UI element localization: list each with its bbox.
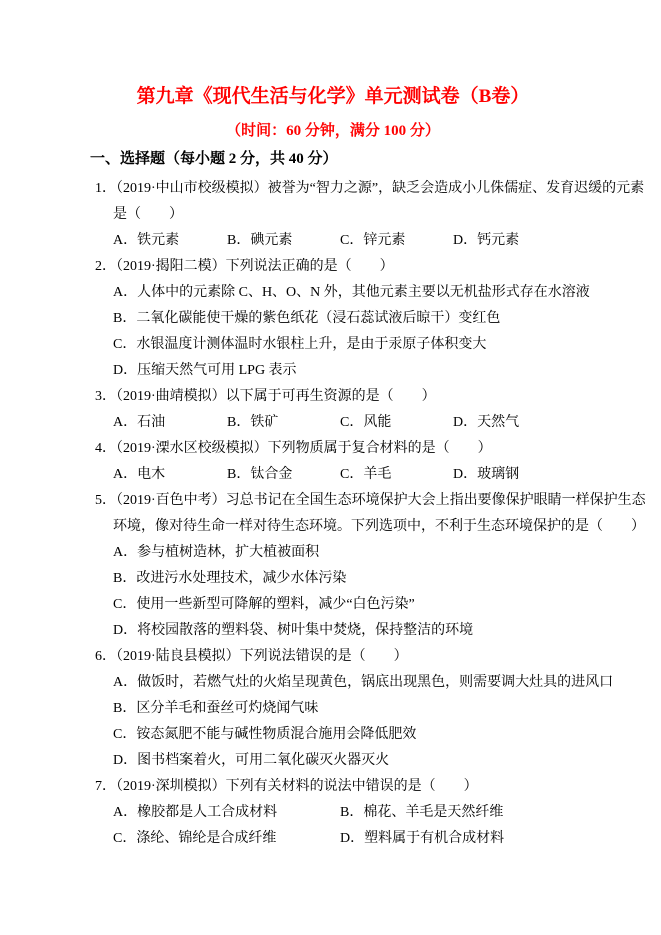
- question-7: [95, 774, 571, 852]
- question-3-stem: 3．（2019·曲靖模拟）以下属于可再生资源的是（ ）: [95, 389, 436, 404]
- question-4: [95, 436, 571, 488]
- question-2-option-b: B．二氧化碳能使干燥的紫色纸花（浸石蕊试液后晾干）变红色: [113, 311, 501, 326]
- question-1-stem-line-2: 是（ ）: [113, 207, 183, 222]
- question-6-option-b: B．区分羊毛和蚕丝可灼烧闻气味: [113, 701, 319, 716]
- question-3-option-c: C．风能: [340, 415, 392, 430]
- question-2-option-d: D．压缩天然气可用 LPG 表示: [113, 363, 297, 378]
- question-6-option-d: D．图书档案着火，可用二氧化碳灭火器灭火: [113, 753, 390, 768]
- question-5-stem-line-1: 5．（2019·百色中考）习总书记在全国生态环境保护大会上指出要像保护眼睛一样保护生态: [95, 493, 646, 508]
- question-7-option-c: C．涤纶、锦纶是合成纤维: [113, 831, 277, 846]
- question-6-option-c: C．铵态氮肥不能与碱性物质混合施用会降低肥效: [113, 727, 417, 742]
- question-7-option-a: A．橡胶都是人工合成材料: [113, 805, 278, 820]
- question-5-stem-line-2: 环境，像对待生命一样对待生态环境。下列选项中，不利于生态环境保护的是（ ）: [113, 519, 645, 534]
- question-5: [95, 488, 646, 644]
- question-1-options: [113, 228, 571, 254]
- question-5-option-a: A．参与植树造林，扩大植被面积: [113, 545, 320, 560]
- question-7-options-row-2: [113, 826, 571, 852]
- question-1-option-b: B．碘元素: [227, 233, 293, 248]
- question-7-option-d: D．塑料属于有机合成材料: [340, 831, 505, 846]
- question-7-option-b: B．棉花、羊毛是天然纤维: [340, 805, 504, 820]
- question-6-stem: 6．（2019·陆良县模拟）下列说法错误的是（ ）: [95, 649, 408, 664]
- question-5-option-d: D．将校园散落的塑料袋、树叶集中焚烧，保持整洁的环境: [113, 623, 474, 638]
- question-2-option-c: C．水银温度计测体温时水银柱上升，是由于汞原子体积变大: [113, 337, 487, 352]
- document-title: 第九章《现代生活与化学》单元测试卷（B卷）: [136, 86, 530, 107]
- question-5-option-b: B．改进污水处理技术，减少水体污染: [113, 571, 347, 586]
- question-4-option-d: D．玻璃钢: [453, 467, 520, 482]
- question-3-option-d: D．天然气: [453, 415, 520, 430]
- question-3: [95, 384, 571, 436]
- question-2: [95, 254, 590, 384]
- question-4-options: [113, 462, 571, 488]
- question-3-option-b: B．铁矿: [227, 415, 279, 430]
- question-4-option-a: A．电木: [113, 467, 166, 482]
- question-2-stem: 2．（2019·揭阳二模）下列说法正确的是（ ）: [95, 259, 394, 274]
- document-subtitle: （时间：60 分钟，满分 100 分）: [226, 123, 440, 139]
- question-6-option-a: A．做饭时，若燃气灶的火焰呈现黄色，锅底出现黑色，则需要调大灶具的进风口: [113, 675, 614, 690]
- question-3-option-a: A．石油: [113, 415, 166, 430]
- question-1-option-a: A．铁元素: [113, 233, 180, 248]
- question-7-options-row-1: [113, 800, 571, 826]
- question-1: [95, 176, 645, 254]
- question-1-stem-line-1: 1．（2019·中山市校级模拟）被誉为“智力之源”，缺乏会造成小儿侏儒症、发育迟缓的元素: [95, 181, 645, 196]
- question-7-stem: 7．（2019·深圳模拟）下列有关材料的说法中错误的是（ ）: [95, 779, 478, 794]
- question-4-stem: 4．（2019·溧水区校级模拟）下列物质属于复合材料的是（ ）: [95, 441, 492, 456]
- question-list: [95, 176, 646, 852]
- question-4-option-c: C．羊毛: [340, 467, 392, 482]
- question-1-option-d: D．钙元素: [453, 233, 520, 248]
- question-1-option-c: C．锌元素: [340, 233, 406, 248]
- question-6: [95, 644, 614, 774]
- section-heading: 一、选择题（每小题 2 分，共 40 分）: [90, 151, 338, 167]
- question-2-option-a: A．人体中的元素除 C、H、O、N 外，其他元素主要以无机盐形式存在水溶液: [113, 285, 590, 300]
- question-5-option-c: C．使用一些新型可降解的塑料，减少“白色污染”: [113, 597, 415, 612]
- question-4-option-b: B．钛合金: [227, 467, 293, 482]
- question-3-options: [113, 410, 571, 436]
